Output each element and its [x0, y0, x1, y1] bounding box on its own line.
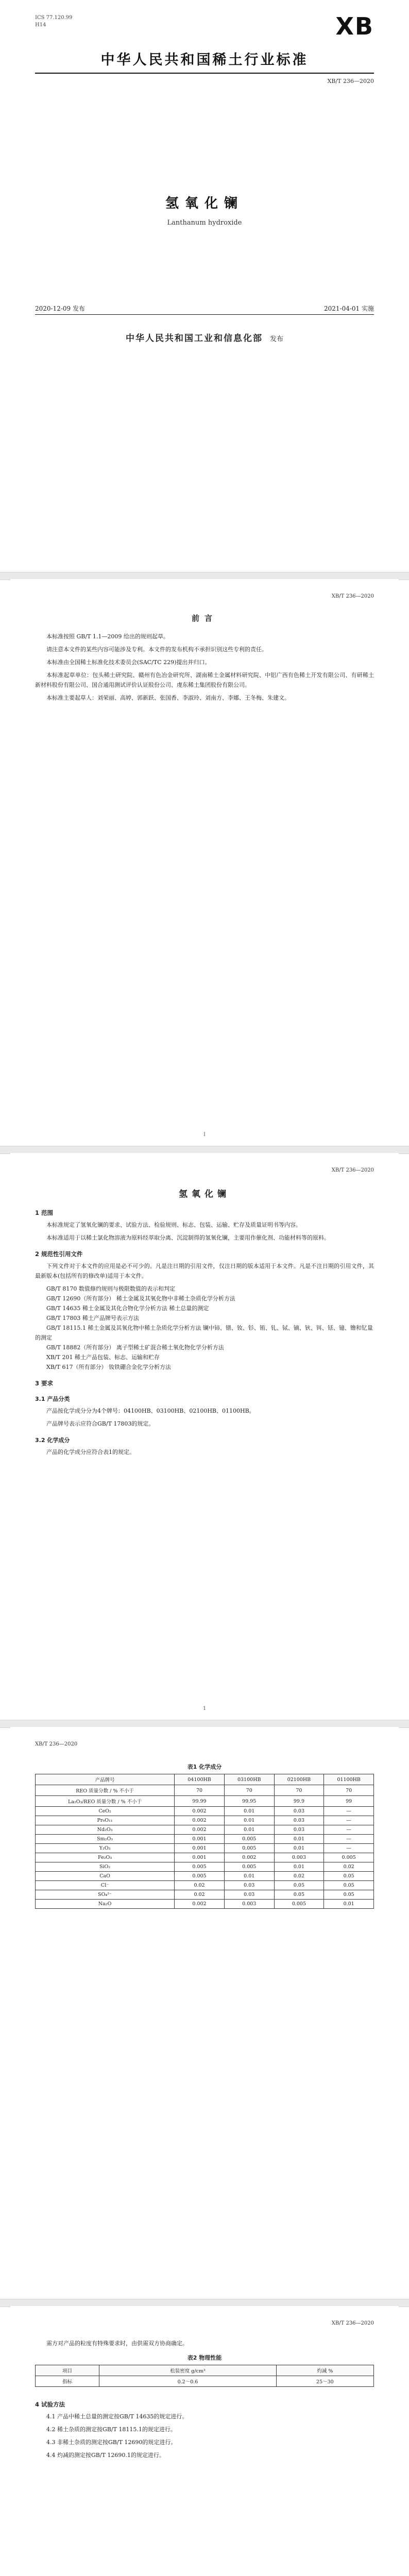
table-cell: 指标 [36, 2376, 99, 2387]
clause-composition: 3.2 化学成分 [35, 1437, 70, 1444]
table-cell: 70 [274, 1785, 324, 1796]
table-cell: 0.005 [175, 1872, 225, 1881]
table-cell: Pr₆O₁₁ [36, 1816, 175, 1825]
table-header-cell: 产品牌号 [36, 1774, 175, 1785]
table-header-cell: 灼减 % [276, 2365, 373, 2376]
table-cell: REO 质量分数 / % 不小于 [36, 1785, 175, 1796]
table-cell: 25～30 [276, 2376, 373, 2387]
table-cell: 0.05 [274, 1881, 324, 1890]
cover-page [10, 0, 399, 572]
table-cell: 0.005 [175, 1862, 225, 1872]
composition-row [36, 1872, 374, 1881]
table-cell: 0.003 [224, 1900, 274, 1909]
foreword-page [10, 579, 399, 1146]
table-cell: — [324, 1816, 374, 1825]
ics-code: ICS 77.120.99 [35, 15, 73, 21]
table-header-cell: 项目 [36, 2365, 99, 2376]
composition-row [36, 1900, 374, 1909]
table-cell: 0.001 [175, 1835, 225, 1844]
table-header-row [36, 1774, 374, 1785]
reference-item: XB/T 201 稀土产品包装、标志、运输和贮存 [46, 1354, 160, 1361]
clause-references: 2 规范性引用文件 [35, 1250, 83, 1258]
table-cell: 0.01 [224, 1816, 274, 1825]
table-cell: 0.002 [175, 1825, 225, 1835]
table-cell: 0.03 [274, 1816, 324, 1825]
table-cell: Sm₂O₃ [36, 1835, 175, 1844]
table-cell: CeO₂ [36, 1807, 175, 1816]
table-cell: 0.01 [324, 1900, 374, 1909]
table-cell: 0.01 [224, 1872, 274, 1881]
physical-table [35, 2365, 374, 2387]
composition-paragraph: 产品的化学成分应符合表1的规定。 [46, 1449, 135, 1455]
clause-requirements: 3 要求 [35, 1380, 54, 1387]
table-cell: 0.005 [224, 1844, 274, 1853]
table-cell: 0.2～0.6 [99, 2376, 276, 2387]
table-cell: Fe₂O₃ [36, 1853, 175, 1862]
table-cell: 0.002 [175, 1900, 225, 1909]
table-cell: 0.001 [175, 1844, 225, 1853]
table-cell: CaO [36, 1872, 175, 1881]
table-cell: 0.005 [324, 1853, 374, 1862]
composition-table [35, 1774, 374, 1909]
page-header: XB/T 236—2020 [331, 594, 374, 599]
table-cell: 0.01 [224, 1807, 274, 1816]
cover-classification [35, 14, 374, 29]
table-cell: 70 [224, 1785, 274, 1796]
composition-row [36, 1862, 374, 1872]
reference-item: GB/T 14635 稀土金属及其化合物化学分析方法 稀土总量的测定 [46, 1305, 209, 1312]
composition-row [36, 1844, 374, 1853]
foreword-paragraph: 本标准按照 GB/T 1.1—2009 给出的规则起草。 [46, 633, 169, 640]
table-cell: 0.005 [274, 1900, 324, 1909]
reference-item: GB/T 18115.1 稀土金属及其氧化物中稀土杂质化学分析方法 镧中铈、镨、钕、钐、铕、钆、铽、镝、钬、铒、铥、镱、镥和钇量的测定 [35, 1325, 373, 1341]
test-method-item: 4.3 非稀土杂质的测定按GB/T 12690的规定进行。 [46, 2439, 177, 2446]
table-cell: 0.03 [274, 1807, 324, 1816]
reference-item: GB/T 12690（所有部分） 稀土金属及其氧化物中非稀土杂质化学分析方法 [46, 1295, 235, 1302]
table-cell: 99.99 [175, 1796, 225, 1807]
table-cell: Cl⁻ [36, 1881, 175, 1890]
implement-date: 2021-04-01 实施 [323, 305, 374, 312]
page-number: I [203, 1132, 206, 1138]
foreword-title: 前言 [191, 614, 217, 623]
issue-word: 发布 [269, 335, 283, 343]
test-method-item: 4.4 灼减的测定按GB/T 12690.1的规定进行。 [46, 2452, 165, 2459]
table-cell: SiO₂ [36, 1862, 175, 1872]
reference-item: XB/T 617（所有部分） 钕铁硼合金化学分析方法 [46, 1364, 171, 1370]
table2-caption: 表2 物理性能 [187, 2354, 222, 2361]
composition-row [36, 1881, 374, 1890]
composition-row [36, 1816, 374, 1825]
ccs-code: H14 [35, 22, 46, 28]
table-cell: Y₂O₃ [36, 1844, 175, 1853]
table-header-cell: 01100HB [324, 1774, 374, 1785]
table-cell: 0.02 [274, 1872, 324, 1881]
table-cell: — [324, 1807, 374, 1816]
table-cell: 0.01 [274, 1835, 324, 1844]
page-header: XB/T 236—2020 [331, 2320, 374, 2326]
page-header: XB/T 236—2020 [35, 1741, 78, 1747]
table-cell: 99.9 [274, 1796, 324, 1807]
table1-page [10, 1727, 399, 2299]
table-cell: 0.001 [175, 1853, 225, 1862]
table-cell: 0.002 [224, 1853, 274, 1862]
table-cell: 0.03 [224, 1890, 274, 1900]
composition-row [36, 1853, 374, 1862]
table-cell: 0.03 [274, 1825, 324, 1835]
test-method-item: 4.2 稀土杂质的测定按GB/T 18115.1的规定进行。 [46, 2426, 176, 2433]
standard-name: 氢氧化镧 [165, 196, 244, 211]
scope-paragraph: 本标准适用于以稀土氯化物溶液为原料经萃取分离、沉淀制得的氢氧化镧，主要用作催化剂、功能材料等的原料。 [46, 1234, 330, 1241]
table-cell: 0.002 [175, 1807, 225, 1816]
table-cell: 70 [175, 1785, 225, 1796]
xb-logo: XB [335, 12, 374, 40]
reference-item: GB/T 17803 稀土产品牌号表示方法 [46, 1315, 139, 1321]
reference-item: GB/T 8170 数值修约规则与极限数值的表示和判定 [46, 1285, 175, 1292]
classification-paragraph: 产品按化学成分分为4个牌号：04100HB、03100HB、02100HB、01100HB。 [46, 1408, 255, 1414]
foreword-paragraph: 本标准由全国稀土标准化技术委员会(SAC/TC 229)提出并归口。 [46, 659, 211, 666]
table-cell: Nd₂O₃ [36, 1825, 175, 1835]
table-cell: 0.01 [274, 1844, 324, 1853]
table-cell: 0.05 [324, 1890, 374, 1900]
reference-item: GB/T 18882（所有部分） 离子型稀土矿混合稀土氧化物化学分析方法 [46, 1344, 224, 1351]
doc-title: 氢氧化镧 [179, 1189, 230, 1199]
table-header-cell: 04100HB [175, 1774, 225, 1785]
composition-row [36, 1785, 374, 1796]
table-cell: 0.02 [324, 1862, 374, 1872]
table2-page [10, 2306, 399, 2576]
references-intro: 下列文件对于本文件的应用是必不可少的。凡是注日期的引用文件，仅注日期的版本适用于本文件。凡是不注日期的引用文件，其最新版本(包括所有的修改单)适用于本文件。 [35, 1263, 374, 1279]
table-cell: 0.01 [274, 1862, 324, 1872]
cover-dates-rule [35, 314, 374, 315]
table-header-cell: 03100HB [224, 1774, 274, 1785]
composition-row [36, 1825, 374, 1835]
table1-caption: 表1 化学成分 [187, 1764, 222, 1770]
table-cell: 0.05 [274, 1890, 324, 1900]
table-cell: — [324, 1844, 374, 1853]
clause-scope: 1 范围 [35, 1209, 54, 1216]
table-cell: 0.02 [175, 1890, 225, 1900]
clause-test-methods: 4 试验方法 [35, 2401, 65, 2408]
issuer-name: 中华人民共和国工业和信息化部 [125, 333, 263, 344]
table-header-cell: 02100HB [274, 1774, 324, 1785]
composition-row [36, 1835, 374, 1844]
cover-top-rule [35, 73, 374, 74]
table-cell: 0.005 [224, 1835, 274, 1844]
industry-standard-title: 中华人民共和国稀土行业标准 [100, 52, 309, 68]
foreword-paragraph: 请注意本文件的某些内容可能涉及专利。本文件的发布机构不承担识别这些专利的责任。 [46, 646, 267, 653]
page-number: 1 [202, 1706, 207, 1711]
table-cell: La₂O₃/REO 质量分数 / % 不小于 [36, 1796, 175, 1807]
standard-code: XB/T 236—2020 [327, 78, 374, 84]
table-header-row [36, 2365, 374, 2376]
table-cell: 0.05 [324, 1872, 374, 1881]
table-cell: 0.01 [224, 1825, 274, 1835]
table-cell: 0.05 [324, 1881, 374, 1890]
table-cell: — [324, 1825, 374, 1835]
standard-name-en: Lanthanum hydroxide [167, 219, 242, 227]
page-header: XB/T 236—2020 [331, 1167, 374, 1173]
foreword-paragraph: 本标准起草单位：包头稀土研究院、赣州有色冶金研究所、湖南稀土金属材料研究院、中铝广西有色稀土开发有限公司、有研稀土新材料股份有限公司、国合通用测试评价认证股份公司、虔东稀土集团股份有限公司。 [35, 672, 374, 688]
publish-date: 2020-12-09 发布 [35, 305, 86, 312]
issuer [35, 331, 374, 344]
table-cell: SO₄²⁻ [36, 1890, 175, 1900]
table-cell: Na₂O [36, 1900, 175, 1909]
test-method-item: 4.1 产品中稀土总量的测定按GB/T 14635的规定进行。 [46, 2413, 188, 2420]
composition-row [36, 1796, 374, 1807]
table-cell: 99 [324, 1796, 374, 1807]
cover-dates [35, 304, 374, 313]
table-cell: 0.02 [175, 1881, 225, 1890]
composition-row [36, 1807, 374, 1816]
physical-row [36, 2376, 374, 2387]
foreword-paragraph: 本标准主要起草人：刘荣丽、高婷、郭新跃、张国香、李淑玲、刘南方、李娜、王冬梅、朱建文。 [46, 694, 290, 701]
table-cell: — [324, 1835, 374, 1844]
table-cell: 0.002 [175, 1816, 225, 1825]
table-cell: 0.003 [274, 1853, 324, 1862]
table-cell: 0.03 [224, 1881, 274, 1890]
classification-paragraph: 产品牌号表示应符合GB/T 17803的规定。 [46, 1420, 155, 1427]
table-cell: 70 [324, 1785, 374, 1796]
table-cell: 99.95 [224, 1796, 274, 1807]
table-cell: 0.005 [224, 1862, 274, 1872]
composition-row [36, 1890, 374, 1900]
scope-paragraph: 本标准规定了氢氧化镧的要求、试验方法、检验规则、标志、包装、运输、贮存及质量证明书等内容。 [46, 1222, 301, 1228]
table-header-cell: 松装密度 g/cm³ [99, 2365, 276, 2376]
physical-intro: 需方对产品的粒度有特殊要求时，由供需双方协商确定。 [46, 2340, 188, 2347]
clause-classification: 3.1 产品分类 [35, 1396, 70, 1402]
main-page [10, 1153, 399, 1720]
